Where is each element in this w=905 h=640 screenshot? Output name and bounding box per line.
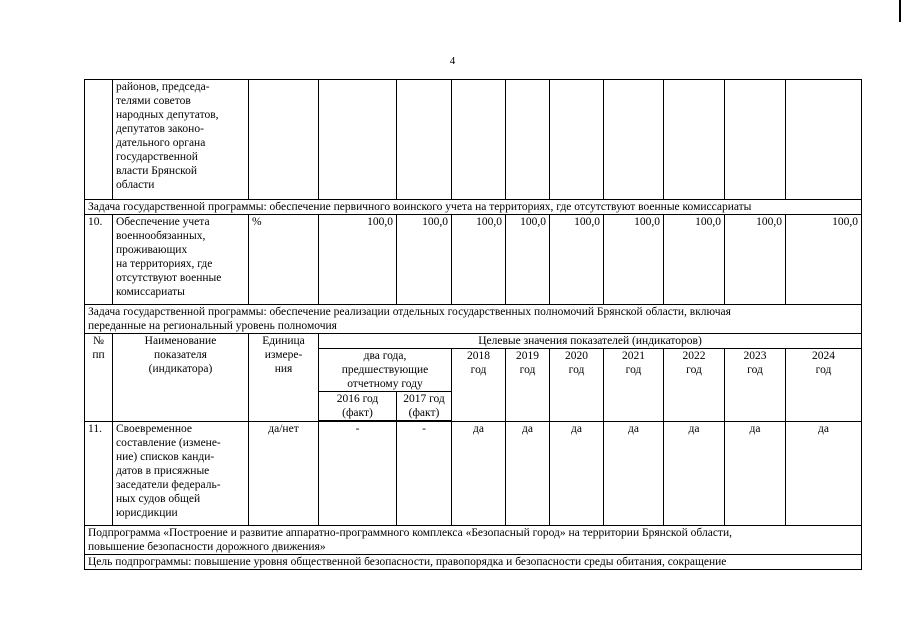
cell-value: да [452,422,506,526]
cell-value [786,80,862,200]
edge-mark [899,0,901,22]
cell-value: да [604,422,664,526]
cell-name: Своевременное составление (измене- ние) списков канди- датов в присяжные заседатели федераль- ных судов общей юрисдикции [113,422,249,526]
cell-name: районов, председа- телями советов народных депутатов, депутатов законо- дательного органа государственной власти Брянской области [113,80,249,200]
cell-value [550,80,604,200]
cell-value: 100,0 [319,215,397,305]
cell-value: - [319,422,397,526]
header-year: 2018 год [452,349,506,422]
header-year: 2020 год [550,349,604,422]
cell-unit: % [249,215,319,305]
cell-value: да [725,422,786,526]
cell-value: 100,0 [506,215,550,305]
subprogram-text: Подпрограмма «Построение и развитие аппаратно-программного комплекса «Безопасный город» на территории Брянской области, повышение безопасности дорожного движения» [85,526,862,555]
cell-value: да [786,422,862,526]
cell-unit: да/нет [249,422,319,526]
task-text: Задача государственной программы: обеспечение первичного воинского учета на территориях, где отсутствуют военные комиссариаты [85,200,862,215]
table-row-11 [85,422,862,526]
cell-num [85,80,113,200]
cell-value: - [397,422,452,526]
task-text: Задача государственной программы: обеспечение реализации отдельных государственных полномочий Брянской области, включая переданные на региональный уровень полномочия [85,305,862,334]
header-year: 2024 год [786,349,862,422]
cell-unit [249,80,319,200]
task-row [85,200,862,215]
cell-value: 100,0 [786,215,862,305]
page-number: 4 [449,55,456,67]
cell-value: 100,0 [604,215,664,305]
header-unit: Единица измере- ния [249,334,319,422]
cell-value: 100,0 [664,215,725,305]
cell-value [452,80,506,200]
indicators-table [84,79,862,570]
goal-row [85,555,862,570]
cell-num: 10. [85,215,113,305]
goal-text: Цель подпрограммы: повышение уровня общественной безопасности, правопорядка и безопасности среды обитания, сокращение [85,555,862,570]
header-year-2016: 2016 год (факт) [319,392,397,421]
cell-value: да [550,422,604,526]
cell-value [725,80,786,200]
header-row [85,334,862,349]
header-two-years: два года, предшествующие отчетному году [319,349,452,392]
table-row-10 [85,215,862,305]
cell-num: 11. [85,422,113,526]
subprogram-row [85,526,862,555]
cell-value: 100,0 [452,215,506,305]
task-row [85,305,862,334]
cell-value [397,80,452,200]
cell-value: 100,0 [397,215,452,305]
header-year: 2021 год [604,349,664,422]
cell-value [319,80,397,200]
cell-value: да [506,422,550,526]
cell-value: да [664,422,725,526]
cell-value [506,80,550,200]
cell-value [664,80,725,200]
header-num: № пп [85,334,113,422]
header-year: 2019 год [506,349,550,422]
header-year: 2022 год [664,349,725,422]
cell-value: 100,0 [725,215,786,305]
header-name: Наименование показателя (индикатора) [113,334,249,422]
cell-value [604,80,664,200]
header-year: 2023 год [725,349,786,422]
table-row-continuation [85,80,862,200]
cell-name: Обеспечение учета военнообязанных, проживающих на территориях, где отсутствуют военные комиссариаты [113,215,249,305]
header-year-2017: 2017 год (факт) [397,392,452,421]
cell-value: 100,0 [550,215,604,305]
header-target-values: Целевые значения показателей (индикаторов) [319,334,862,349]
